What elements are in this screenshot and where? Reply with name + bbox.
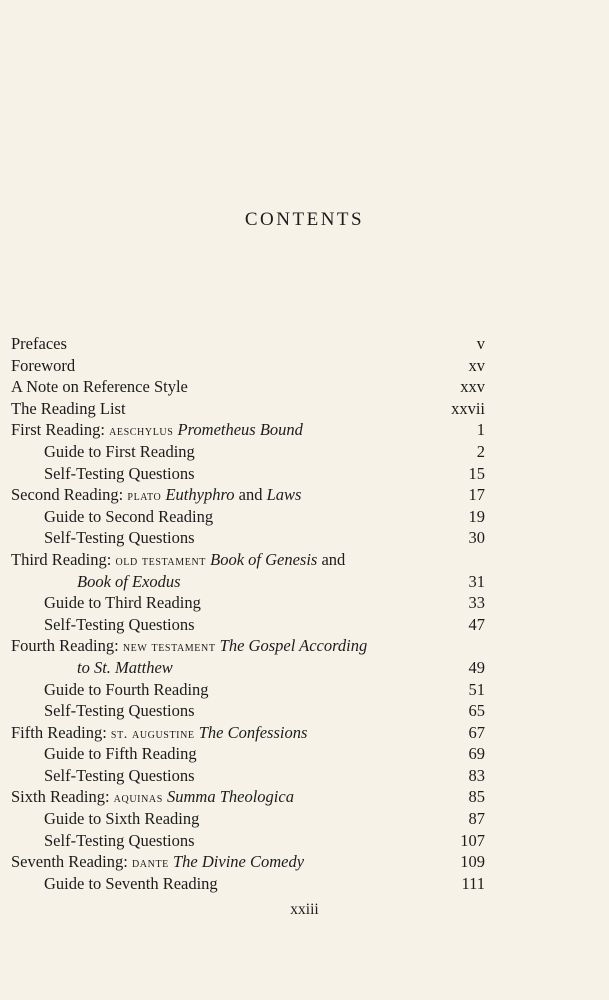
- table-of-contents: [0, 333, 609, 894]
- toc-page-number: 85: [468, 787, 485, 807]
- toc-entry-title: [11, 419, 303, 443]
- toc-page-number: 47: [468, 614, 485, 634]
- page-number: xxiii: [290, 901, 319, 918]
- toc-entry: [0, 614, 609, 636]
- reading-label: Sixth Reading:: [11, 787, 110, 807]
- toc-entry: [0, 571, 609, 593]
- toc-entry: [0, 549, 609, 571]
- toc-entry: [0, 722, 609, 744]
- work-title: Prometheus Bound: [177, 420, 303, 440]
- toc-page-number: 1: [476, 420, 485, 440]
- toc-entry: [0, 355, 609, 377]
- toc-page-number: xxvii: [451, 398, 485, 418]
- toc-entry-title: [44, 808, 199, 830]
- toc-page-number: 109: [460, 852, 485, 872]
- author-name: aquinas: [113, 791, 163, 807]
- reading-label: Fifth Reading:: [11, 722, 107, 742]
- reading-label: Second Reading:: [11, 485, 124, 505]
- author-name: dante: [131, 856, 169, 872]
- toc-page-number: 87: [468, 809, 485, 829]
- toc-entry-text: Guide to Sixth Reading: [44, 809, 200, 829]
- reading-label: Seventh Reading:: [11, 852, 128, 872]
- toc-page-number: 67: [468, 722, 485, 742]
- toc-entry-title: [11, 722, 307, 746]
- work-title: Book of Genesis: [210, 549, 318, 569]
- author-name: new testament: [122, 640, 216, 656]
- toc-entry-text: Self-Testing Questions: [44, 701, 195, 721]
- work-title: Euthyphro: [165, 485, 235, 505]
- toc-page-number: v: [476, 334, 485, 353]
- toc-entry: [0, 419, 609, 441]
- toc-entry-title: [44, 743, 197, 765]
- toc-entry-title: [44, 441, 195, 463]
- toc-entry: [0, 700, 609, 722]
- toc-entry: [0, 765, 609, 787]
- toc-entry: [0, 376, 609, 398]
- toc-page-number: 111: [461, 873, 485, 893]
- toc-page-number: 69: [468, 744, 485, 764]
- toc-page-number: 2: [476, 441, 485, 461]
- toc-entry-title: [44, 614, 195, 636]
- toc-entry-title: [77, 571, 181, 593]
- toc-entry: [0, 506, 609, 528]
- toc-entry-text: Self-Testing Questions: [44, 765, 195, 785]
- toc-entry-title: [44, 463, 195, 485]
- toc-entry-text: Guide to Third Reading: [44, 593, 201, 613]
- toc-entry: [0, 441, 609, 463]
- toc-entry-text: Self-Testing Questions: [44, 830, 195, 850]
- work-title: The Divine Comedy: [173, 852, 305, 872]
- toc-entry-title: [11, 355, 75, 377]
- toc-entry-title: [11, 786, 294, 810]
- toc-entry: [0, 808, 609, 830]
- toc-entry-text: Foreword: [11, 355, 76, 375]
- reading-label: Third Reading:: [11, 549, 112, 569]
- toc-entry: [0, 463, 609, 485]
- toc-entry-title: [11, 851, 304, 875]
- toc-entry-text: The Reading List: [11, 398, 126, 418]
- toc-entry: [0, 635, 609, 657]
- author-name: plato: [127, 489, 162, 505]
- toc-entry-title: [11, 635, 367, 659]
- toc-entry: [0, 873, 609, 895]
- toc-page-number: 33: [468, 593, 485, 613]
- toc-entry-title: [11, 333, 67, 355]
- toc-entry-title: [11, 484, 301, 508]
- toc-entry: [0, 679, 609, 701]
- toc-page-number: 107: [460, 830, 485, 850]
- toc-entry-title: [44, 700, 195, 722]
- work-title: Summa Theologica: [167, 787, 294, 807]
- work-title: Book of Exodus: [77, 571, 181, 591]
- toc-entry-text: Self-Testing Questions: [44, 528, 195, 548]
- toc-entry-text: Guide to Fifth Reading: [44, 744, 197, 764]
- toc-page-number: xv: [468, 355, 485, 375]
- toc-entry-title: [44, 592, 201, 614]
- toc-entry: [0, 484, 609, 506]
- toc-entry-text: Guide to Second Reading: [44, 506, 214, 526]
- work-title: The Confessions: [198, 722, 308, 742]
- toc-entry-text: Self-Testing Questions: [44, 614, 195, 634]
- toc-entry-text: Guide to Fourth Reading: [44, 679, 209, 699]
- toc-entry-title: [44, 830, 195, 852]
- toc-entry: [0, 786, 609, 808]
- toc-entry: [0, 398, 609, 420]
- toc-entry: [0, 657, 609, 679]
- toc-entry-text: Self-Testing Questions: [44, 463, 195, 483]
- toc-entry-title: [44, 506, 213, 528]
- reading-label: First Reading:: [11, 420, 105, 440]
- page-title: CONTENTS: [244, 209, 365, 230]
- toc-entry-text: Guide to First Reading: [44, 441, 195, 461]
- toc-page-number: 30: [468, 528, 485, 548]
- toc-entry-text: A Note on Reference Style: [11, 377, 188, 397]
- toc-entry-title: [11, 398, 126, 420]
- toc-entry-title: [77, 657, 173, 679]
- toc-page-number: 83: [468, 765, 485, 785]
- toc-page-number: 51: [468, 679, 485, 699]
- toc-entry-title: [44, 873, 218, 895]
- toc-entry-title: [44, 765, 195, 787]
- toc-entry: [0, 743, 609, 765]
- work-title: to St. Matthew: [77, 657, 173, 677]
- author-name: old testament: [115, 553, 206, 569]
- toc-entry: [0, 527, 609, 549]
- toc-entry-text: Guide to Seventh Reading: [44, 873, 218, 893]
- toc-page-number: 17: [468, 485, 485, 505]
- toc-entry-title: [44, 527, 195, 549]
- toc-entry-title: [44, 679, 209, 701]
- toc-entry: [0, 333, 609, 355]
- toc-page-number: 65: [468, 701, 485, 721]
- connector-word: and: [321, 549, 346, 569]
- author-name: aeschylus: [109, 424, 174, 440]
- toc-entry-title: [11, 549, 345, 573]
- toc-entry: [0, 592, 609, 614]
- connector-word: and: [238, 485, 263, 505]
- toc-entry: [0, 851, 609, 873]
- toc-page-number: 15: [468, 463, 485, 483]
- toc-page-number: 19: [468, 506, 485, 526]
- toc-entry-text: Prefaces: [11, 334, 67, 353]
- work-title: Laws: [266, 485, 302, 505]
- work-title: The Gospel According: [219, 636, 368, 656]
- reading-label: Fourth Reading:: [11, 636, 119, 656]
- toc-page-number: 31: [468, 571, 485, 591]
- author-name: st. augustine: [110, 726, 195, 742]
- toc-page-number: xxv: [460, 377, 485, 397]
- toc-page-number: 49: [468, 657, 485, 677]
- toc-entry: [0, 830, 609, 852]
- toc-entry-title: [11, 376, 188, 398]
